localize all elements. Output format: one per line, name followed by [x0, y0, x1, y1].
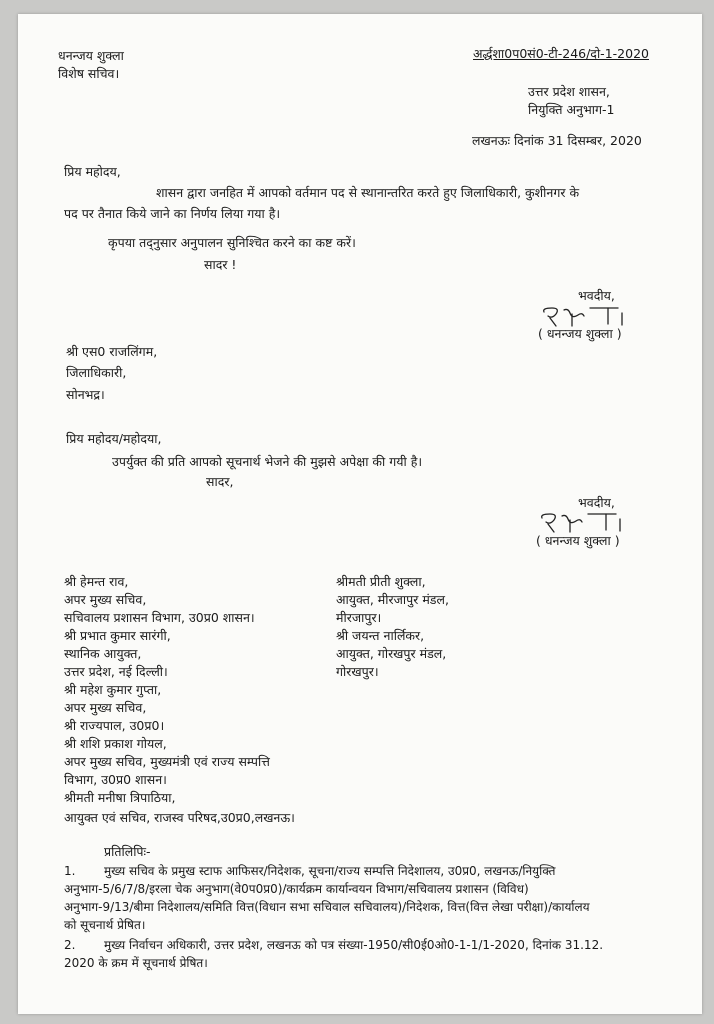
- recipient-right: मीरजापुर।: [336, 610, 382, 625]
- recipient-left: अपर मुख्य सचिव,: [64, 700, 147, 715]
- signatory-1: ( धनन्जय शुक्ला ): [538, 326, 622, 341]
- salutation-2: प्रिय महोदय/महोदया,: [66, 431, 162, 446]
- para1-line2: पद पर तैनात किये जाने का निर्णय लिया गया है।: [64, 206, 281, 221]
- copy-item-1-line-2: अनुभाग-5/6/7/8/इरला चेक अनुभाग(वे0प0प्र0)/कार्यक्रम कार्यान्वयन विभाग/सचिवालय प्रशासन (विविध): [64, 882, 529, 896]
- addressee-name: श्री एस0 राजलिंगम,: [66, 344, 158, 359]
- closing-1: सादर !: [204, 257, 237, 272]
- office-line-1: उत्तर प्रदेश शासन,: [528, 84, 610, 99]
- addressee-place: सोनभद्र।: [66, 387, 105, 402]
- yours-1: भवदीय,: [578, 288, 615, 303]
- sender-designation: विशेष सचिव।: [58, 66, 120, 81]
- recipient-left: अपर मुख्य सचिव,: [64, 592, 147, 607]
- recipient-left: स्थानिक आयुक्त,: [64, 646, 142, 661]
- recipient-right: आयुक्त, गोरखपुर मंडल,: [336, 646, 447, 661]
- recipient-left: विभाग, उ0प्र0 शासन।: [64, 772, 167, 787]
- recipient-left: श्री प्रभात कुमार सारंगी,: [64, 628, 171, 643]
- recipient-left: श्रीमती मनीषा त्रिपाठिया,: [64, 790, 176, 805]
- letter2-body: उपर्युक्त की प्रति आपको सूचनार्थ भेजने की मुझसे अपेक्षा की गयी है।: [112, 454, 423, 469]
- closing-2: सादर,: [206, 474, 234, 489]
- reference-number: अर्द्धशा0प0सं0-टी-246/दो-1-2020: [473, 46, 649, 61]
- salutation-1: प्रिय महोदय,: [64, 164, 121, 179]
- recipient-right: गोरखपुर।: [336, 664, 379, 679]
- copy-item-1-line-4: को सूचनार्थ प्रेषित।: [64, 918, 146, 932]
- recipient-left: उत्तर प्रदेश, नई दिल्ली।: [64, 664, 168, 679]
- place-date: लखनऊः दिनांक 31 दिसम्बर, 2020: [472, 133, 642, 148]
- sender-name: धनन्जय शुक्ला: [58, 48, 124, 63]
- copy-item-2-number: 2.: [64, 938, 76, 952]
- letter-page: [18, 14, 702, 1014]
- recipient-left: अपर मुख्य सचिव, मुख्यमंत्री एवं राज्य सम्पत्ति: [64, 754, 270, 769]
- copy-item-2-line-1: मुख्य निर्वाचन अधिकारी, उत्तर प्रदेश, लखनऊ को पत्र संख्या-1950/सी0ई0ओ0-1-1/1-2020, दिनांक 31.12.: [104, 938, 604, 952]
- copy-item-1-line-3: अनुभाग-9/13/बीमा निदेशालय/समिति वित्त(विधान सभा सचिवाल सचिवालय)/निदेशक, वित्त(वित्त लेखा परीक्षा)/कार्यालय: [64, 900, 590, 914]
- recipient-left: श्री राज्यपाल, उ0प्र0।: [64, 718, 165, 733]
- recipient-left: श्री महेश कुमार गुप्ता,: [64, 682, 162, 697]
- recipient-right: आयुक्त, मीरजापुर मंडल,: [336, 592, 449, 607]
- copy-item-1-number: 1.: [64, 864, 76, 878]
- para1-line1: शासन द्वारा जनहित में आपको वर्तमान पद से स्थानान्तरित करते हुए जिलाधिकारी, कुशीनगर के: [156, 185, 580, 200]
- recipient-right: श्रीमती प्रीती शुक्ला,: [336, 574, 426, 589]
- recipient-right: श्री जयन्त नार्लिकर,: [336, 628, 425, 643]
- recipient-left: श्री शशि प्रकाश गोयल,: [64, 736, 167, 751]
- copy-item-1-line-1: मुख्य सचिव के प्रमुख स्टाफ आफिसर/निदेशक, सूचना/राज्य सम्पत्ति निदेशालय, उ0प्र0, लखनऊ/नियुक्ति: [104, 864, 556, 878]
- recipient-left: आयुक्त एवं सचिव, राजस्व परिषद,उ0प्र0,लखनऊ।: [64, 810, 295, 825]
- para2: कृपया तद्नुसार अनुपालन सुनिश्चित करने का कष्ट करें।: [108, 235, 356, 250]
- yours-2: भवदीय,: [578, 495, 615, 510]
- recipient-left: सचिवालय प्रशासन विभाग, उ0प्र0 शासन।: [64, 610, 255, 625]
- addressee-designation: जिलाधिकारी,: [66, 365, 127, 380]
- recipient-left: श्री हेमन्त राव,: [64, 574, 129, 589]
- copy-item-2-line-2: 2020 के क्रम में सूचनार्थ प्रेषित।: [64, 956, 208, 970]
- copy-heading: प्रतिलिपिः-: [104, 844, 151, 859]
- signatory-2: ( धनन्जय शुक्ला ): [536, 533, 620, 548]
- office-line-2: नियुक्ति अनुभाग-1: [528, 102, 615, 117]
